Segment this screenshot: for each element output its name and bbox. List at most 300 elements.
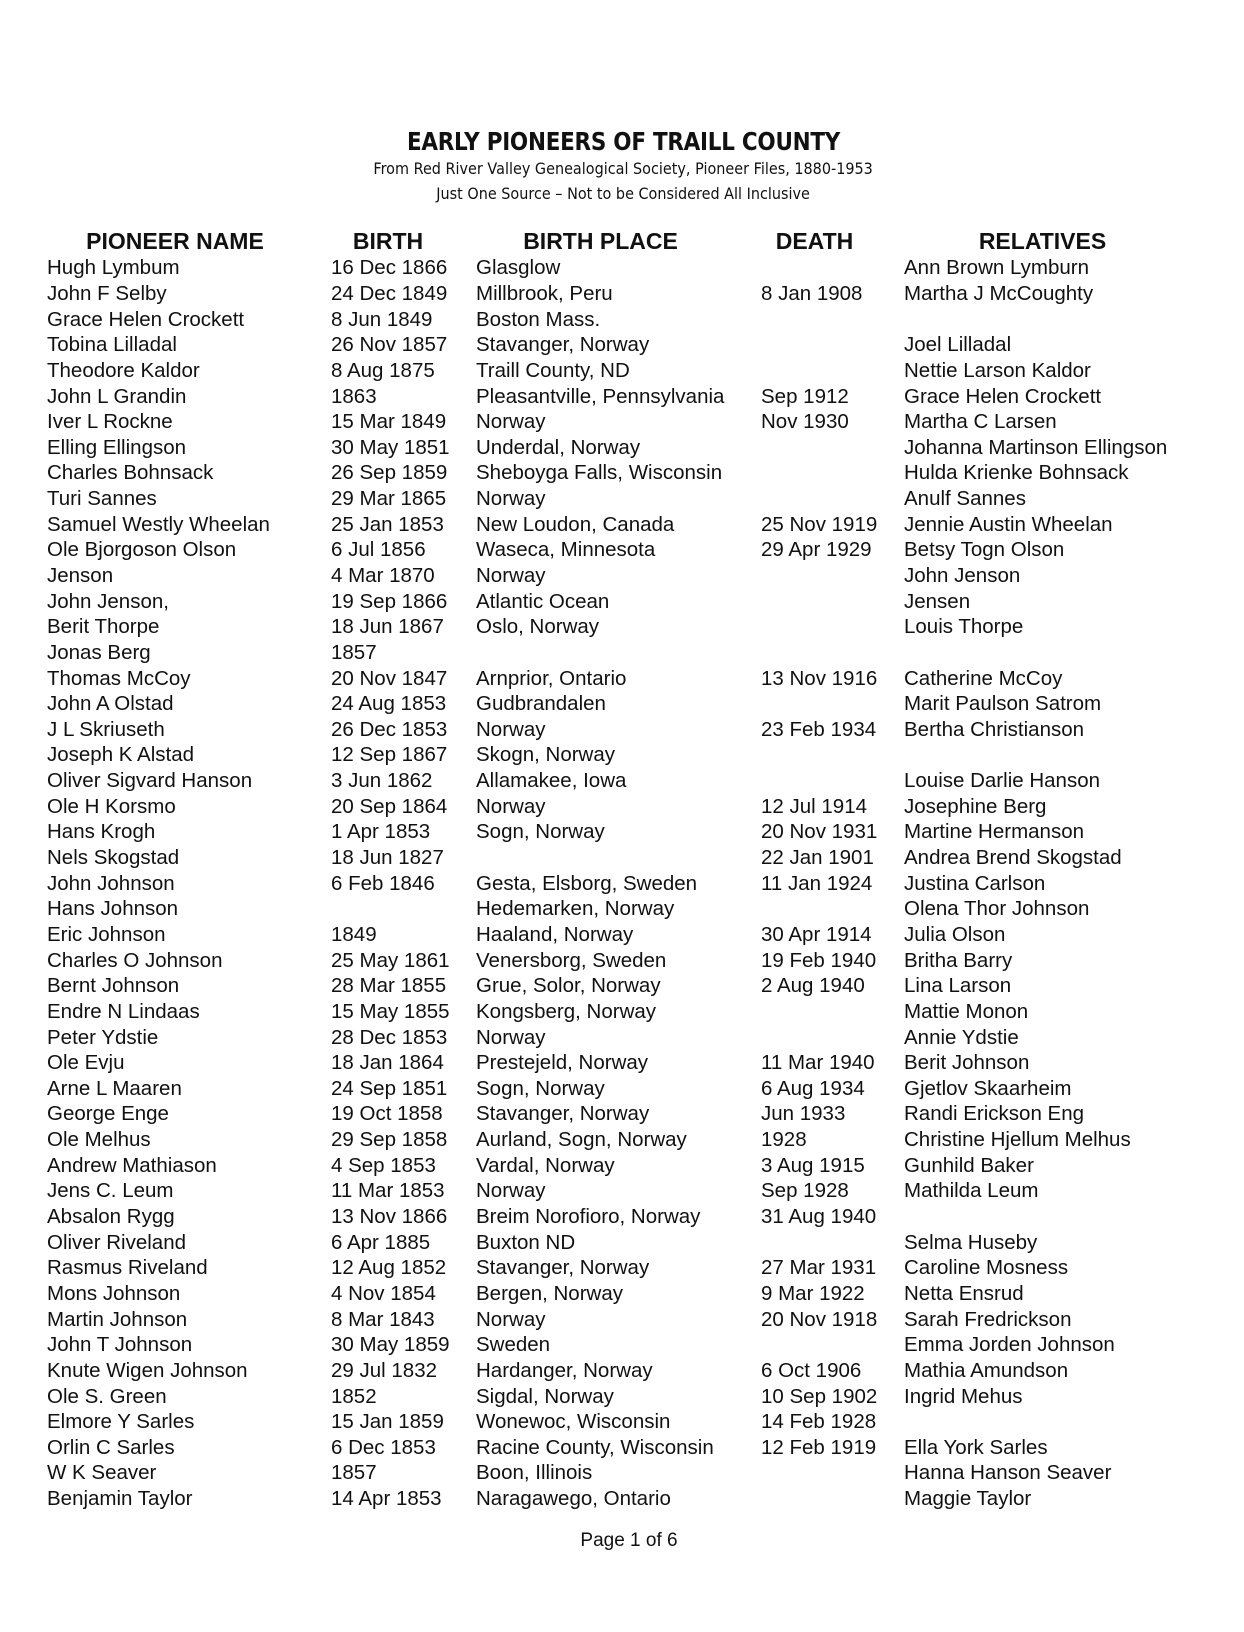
table-row: [44, 1152, 1244, 1178]
table-row: [44, 1409, 1244, 1435]
column-header-death: DEATH: [775, 228, 854, 254]
cell-relatives: Louise Darlie Hanson: [904, 769, 1101, 793]
cell-death: 31 Aug 1940: [761, 1205, 877, 1229]
cell-relatives: Josephine Berg: [904, 794, 1047, 818]
header-row: [44, 224, 1244, 255]
cell-relatives: Emma Jorden Johnson: [904, 1333, 1115, 1357]
table-row: [44, 1486, 1244, 1512]
cell-birth-place: Haaland, Norway: [476, 922, 634, 946]
table-row: [44, 434, 1244, 460]
table-row: [44, 870, 1244, 896]
cell-birth-place: Skogn, Norway: [476, 743, 616, 767]
table-row: [44, 1332, 1244, 1358]
table-row: [44, 1229, 1244, 1255]
cell-birth: 29 Sep 1858: [331, 1128, 448, 1152]
cell-birth-place: Oslo, Norway: [476, 615, 600, 639]
cell-death: 11 Jan 1924: [761, 871, 873, 895]
cell-pioneer-name: Samuel Westly Wheelan: [47, 512, 270, 536]
cell-relatives: Mathilda Leum: [904, 1179, 1039, 1203]
cell-relatives: [901, 742, 1244, 768]
table-row: [44, 1076, 1244, 1102]
cell-birth: 1863: [331, 384, 377, 408]
cell-birth: 25 Jan 1853: [331, 512, 444, 536]
cell-pioneer-name: Elling Ellingson: [47, 435, 187, 459]
cell-relatives: Julia Olson: [904, 922, 1006, 946]
cell-relatives: Britha Barry: [904, 948, 1013, 972]
cell-pioneer-name: Jenson: [47, 564, 114, 587]
cell-relatives: Marit Paulson Satrom: [904, 692, 1102, 716]
table-row: [44, 819, 1244, 845]
cell-birth: 11 Mar 1853: [331, 1179, 445, 1203]
cell-death: 27 Mar 1931: [761, 1256, 877, 1280]
cell-relatives: Martine Hermanson: [904, 820, 1085, 844]
cell-pioneer-name: John F Selby: [47, 281, 167, 305]
cell-birth: 26 Nov 1857: [331, 333, 448, 357]
page-title: EARLY PIONEERS OF TRAILL COUNTY: [406, 127, 841, 156]
table-row: [44, 1178, 1244, 1204]
cell-birth: 1852: [331, 1384, 377, 1408]
cell-pioneer-name: Knute Wigen Johnson: [47, 1358, 248, 1382]
cell-pioneer-name: Ole Bjorgoson Olson: [47, 538, 237, 562]
cell-death: 6 Oct 1906: [761, 1358, 862, 1382]
cell-birth-place: Boston Mass.: [476, 307, 601, 331]
cell-birth: 20 Sep 1864: [331, 794, 448, 818]
table-row: [44, 588, 1244, 614]
cell-death: [758, 358, 901, 384]
cell-death: 8 Jan 1908: [761, 281, 863, 305]
cell-death: [758, 434, 901, 460]
cell-birth-place: Millbrook, Peru: [476, 281, 613, 305]
cell-death: 1928: [761, 1128, 807, 1152]
cell-birth-place: Sweden: [476, 1333, 551, 1357]
cell-birth-place: Prestejeld, Norway: [476, 1051, 649, 1075]
cell-relatives: Jensen: [904, 589, 971, 613]
cell-birth: 4 Nov 1854: [331, 1281, 436, 1305]
cell-birth-place: Sheboyga Falls, Wisconsin: [476, 461, 723, 485]
cell-birth: 18 Jun 1867: [331, 615, 444, 639]
cell-relatives: [901, 1204, 1244, 1230]
cell-birth: 24 Sep 1851: [331, 1076, 448, 1100]
cell-pioneer-name: Charles Bohnsack: [47, 461, 214, 485]
cell-relatives: Nettie Larson Kaldor: [904, 358, 1091, 382]
cell-birth: 16 Dec 1866: [331, 256, 448, 280]
cell-pioneer-name: Peter Ydstie: [47, 1025, 159, 1049]
pioneer-table-body: [44, 255, 1244, 1511]
cell-relatives: Bertha Christianson: [904, 717, 1085, 741]
cell-pioneer-name: Hugh Lymbum: [47, 256, 180, 280]
cell-birth: 8 Jun 1849: [331, 307, 433, 331]
cell-relatives: Andrea Brend Skogstad: [904, 846, 1122, 870]
cell-birth-place: Sogn, Norway: [476, 820, 605, 844]
cell-birth: 3 Jun 1862: [331, 769, 433, 793]
cell-birth: [328, 896, 473, 922]
cell-death: [758, 768, 901, 794]
table-row: [44, 1127, 1244, 1153]
cell-birth-place: Hardanger, Norway: [476, 1358, 653, 1382]
column-header-birth: BIRTH: [352, 228, 424, 254]
table-row: [44, 973, 1244, 999]
cell-pioneer-name: Oliver Riveland: [47, 1230, 186, 1254]
cell-death: 22 Jan 1901: [761, 846, 874, 870]
table-row: [44, 1383, 1244, 1409]
cell-birth: 29 Mar 1865: [331, 487, 447, 511]
cell-pioneer-name: Berit Thorpe: [47, 615, 160, 639]
cell-birth-place: Wonewoc, Wisconsin: [476, 1410, 671, 1434]
cell-birth-place: Norway: [476, 410, 546, 434]
cell-birth: 25 May 1861: [331, 948, 450, 972]
cell-birth: 20 Nov 1847: [331, 666, 448, 690]
cell-birth-place: Naragawego, Ontario: [476, 1487, 671, 1511]
cell-pioneer-name: Turi Sannes: [47, 487, 157, 511]
cell-relatives: Louis Thorpe: [904, 615, 1024, 639]
cell-death: [758, 563, 901, 589]
cell-birth-place: Stavanger, Norway: [476, 333, 650, 357]
cell-death: Jun 1933: [761, 1102, 846, 1126]
cell-birth: 13 Nov 1866: [331, 1205, 448, 1229]
cell-relatives: Lina Larson: [904, 974, 1012, 998]
cell-relatives: Netta Ensrud: [904, 1281, 1024, 1305]
cell-pioneer-name: Joseph K Alstad: [47, 743, 195, 767]
cell-birth-place: Gudbrandalen: [476, 692, 606, 716]
page-number: Page 1 of 6: [580, 1530, 678, 1551]
cell-birth: 24 Aug 1853: [331, 692, 447, 716]
cell-birth-place: Hedemarken, Norway: [476, 897, 675, 921]
cell-relatives: Caroline Mosness: [904, 1256, 1069, 1280]
table-row: [44, 845, 1244, 871]
cell-birth: 6 Jul 1856: [331, 538, 426, 562]
cell-birth-place: Norway: [476, 564, 546, 587]
column-header-relatives: RELATIVES: [978, 228, 1107, 254]
cell-relatives: [901, 640, 1244, 666]
cell-birth: 6 Feb 1846: [331, 871, 435, 895]
cell-pioneer-name: J L Skriuseth: [47, 717, 165, 741]
cell-death: [758, 742, 901, 768]
cell-death: [758, 1460, 901, 1486]
cell-birth: 4 Mar 1870: [331, 564, 435, 587]
cell-relatives: Grace Helen Crockett: [904, 384, 1102, 408]
cell-birth: 18 Jan 1864: [331, 1051, 444, 1075]
cell-birth: 19 Sep 1866: [331, 589, 448, 613]
cell-death: [758, 332, 901, 358]
cell-birth-place: Traill County, ND: [476, 358, 630, 382]
cell-relatives: Olena Thor Johnson: [904, 897, 1090, 921]
cell-pioneer-name: Arne L Maaren: [47, 1076, 182, 1100]
table-row: [44, 922, 1244, 948]
cell-pioneer-name: John T Johnson: [47, 1333, 193, 1357]
cell-birth-place: Vardal, Norway: [476, 1153, 615, 1177]
table-row: [44, 717, 1244, 743]
cell-birth: 29 Jul 1832: [331, 1358, 438, 1382]
cell-birth-place: Bergen, Norway: [476, 1281, 623, 1305]
cell-death: Sep 1912: [761, 384, 849, 408]
cell-death: [758, 306, 901, 332]
cell-relatives: Catherine McCoy: [904, 666, 1063, 690]
cell-pioneer-name: W K Seaver: [47, 1461, 157, 1485]
page-note: Just One Source – Not to be Considered All Inclusive: [436, 184, 810, 203]
cell-birth: 1849: [331, 922, 377, 946]
table-row: [44, 1050, 1244, 1076]
cell-death: 10 Sep 1902: [761, 1384, 878, 1408]
cell-birth-place: Pleasantville, Pennsylvania: [476, 384, 725, 408]
cell-relatives: Joel Lilladal: [904, 333, 1012, 357]
cell-birth: 4 Sep 1853: [331, 1153, 436, 1177]
cell-pioneer-name: Oliver Sigvard Hanson: [47, 769, 253, 793]
table-row: [44, 460, 1244, 486]
cell-death: 11 Mar 1940: [761, 1051, 875, 1075]
table-row: [44, 999, 1244, 1025]
cell-birth: 30 May 1859: [331, 1333, 450, 1357]
table-row: [44, 306, 1244, 332]
cell-relatives: Gunhild Baker: [904, 1153, 1034, 1177]
cell-relatives: Anulf Sannes: [904, 487, 1026, 511]
cell-death: 12 Feb 1919: [761, 1435, 877, 1459]
cell-relatives: John Jenson: [904, 564, 1021, 587]
table-row: [44, 614, 1244, 640]
cell-birth-place: Norway: [476, 1025, 546, 1049]
table-row: [44, 332, 1244, 358]
table-row: [44, 665, 1244, 691]
cell-death: [758, 460, 901, 486]
table-row: [44, 537, 1244, 563]
cell-death: 29 Apr 1929: [761, 538, 872, 562]
cell-death: [758, 588, 901, 614]
cell-birth-place: Buxton ND: [476, 1230, 576, 1254]
cell-pioneer-name: Andrew Mathiason: [47, 1153, 217, 1177]
cell-birth-place: Grue, Solor, Norway: [476, 974, 661, 998]
cell-pioneer-name: Tobina Lilladal: [47, 333, 177, 357]
cell-relatives: Jennie Austin Wheelan: [904, 512, 1113, 536]
cell-birth: 26 Dec 1853: [331, 717, 448, 741]
cell-pioneer-name: Hans Krogh: [47, 820, 156, 844]
table-row: [44, 1434, 1244, 1460]
cell-birth: 26 Sep 1859: [331, 461, 448, 485]
cell-death: 13 Nov 1916: [761, 666, 878, 690]
cell-birth-place: Waseca, Minnesota: [476, 538, 656, 562]
cell-birth-place: Aurland, Sogn, Norway: [476, 1128, 687, 1152]
cell-death: Sep 1928: [761, 1179, 849, 1203]
table-row: [44, 1255, 1244, 1281]
cell-pioneer-name: Mons Johnson: [47, 1281, 181, 1305]
table-row: [44, 1460, 1244, 1486]
cell-death: 12 Jul 1914: [761, 794, 868, 818]
cell-relatives: Hanna Hanson Seaver: [904, 1461, 1112, 1485]
cell-pioneer-name: Bernt Johnson: [47, 974, 180, 998]
cell-birth-place: Racine County, Wisconsin: [476, 1435, 714, 1459]
cell-birth-place: Norway: [476, 487, 546, 511]
cell-birth-place: Stavanger, Norway: [476, 1256, 650, 1280]
cell-pioneer-name: Theodore Kaldor: [47, 358, 200, 382]
cell-birth: 18 Jun 1827: [331, 846, 444, 870]
table-row: [44, 1101, 1244, 1127]
cell-pioneer-name: Iver L Rockne: [47, 410, 173, 434]
cell-pioneer-name: Martin Johnson: [47, 1307, 188, 1331]
pioneer-table: [44, 224, 1244, 1511]
table-row: [44, 1358, 1244, 1384]
cell-relatives: Justina Carlson: [904, 871, 1046, 895]
cell-birth-place: Arnprior, Ontario: [476, 666, 627, 690]
cell-pioneer-name: Grace Helen Crockett: [47, 307, 245, 331]
table-row: [44, 281, 1244, 307]
cell-birth: 30 May 1851: [331, 435, 450, 459]
cell-relatives: Selma Huseby: [904, 1230, 1038, 1254]
cell-death: 25 Nov 1919: [761, 512, 878, 536]
table-row: [44, 255, 1244, 281]
cell-birth-place: Norway: [476, 794, 546, 818]
cell-relatives: Gjetlov Skaarheim: [904, 1076, 1072, 1100]
cell-pioneer-name: Ole S. Green: [47, 1384, 167, 1408]
cell-relatives: Johanna Martinson Ellingson: [904, 435, 1168, 459]
column-header-birth-place: BIRTH PLACE: [523, 228, 678, 254]
cell-birth-place: Sogn, Norway: [476, 1076, 605, 1100]
table-row: [44, 768, 1244, 794]
cell-death: 3 Aug 1915: [761, 1153, 865, 1177]
cell-death: 6 Aug 1934: [761, 1076, 865, 1100]
cell-pioneer-name: Charles O Johnson: [47, 948, 223, 972]
cell-death: [758, 1024, 901, 1050]
cell-death: 30 Apr 1914: [761, 922, 872, 946]
cell-pioneer-name: Ole H Korsmo: [47, 794, 176, 818]
cell-birth: 28 Mar 1855: [331, 974, 447, 998]
cell-birth-place: Boon, Illinois: [476, 1461, 593, 1485]
cell-death: Nov 1930: [761, 410, 849, 434]
cell-pioneer-name: John Jenson,: [47, 589, 169, 613]
cell-birth-place: Venersborg, Sweden: [476, 948, 667, 972]
cell-death: 14 Feb 1928: [761, 1410, 877, 1434]
table-row: [44, 793, 1244, 819]
table-row: [44, 1024, 1244, 1050]
cell-relatives: Martha J McCoughty: [904, 281, 1094, 305]
cell-birth: 12 Sep 1867: [331, 743, 448, 767]
cell-birth: 1 Apr 1853: [331, 820, 431, 844]
cell-birth-place: Norway: [476, 1179, 546, 1203]
cell-death: [758, 640, 901, 666]
cell-birth: 19 Oct 1858: [331, 1102, 443, 1126]
column-header-pioneer-name: PIONEER NAME: [86, 228, 264, 254]
cell-pioneer-name: George Enge: [47, 1102, 169, 1126]
table-row: [44, 742, 1244, 768]
cell-relatives: Mattie Monon: [904, 999, 1029, 1023]
cell-relatives: Maggie Taylor: [904, 1487, 1032, 1511]
cell-pioneer-name: Ole Evju: [47, 1051, 125, 1075]
cell-pioneer-name: John A Olstad: [47, 692, 174, 716]
cell-death: 20 Nov 1918: [761, 1307, 878, 1331]
cell-birth-place: New Loudon, Canada: [476, 512, 675, 536]
cell-relatives: Ella York Sarles: [904, 1435, 1048, 1459]
table-row: [44, 511, 1244, 537]
cell-pioneer-name: Hans Johnson: [47, 897, 179, 921]
cell-death: [758, 486, 901, 512]
cell-death: [758, 691, 901, 717]
cell-pioneer-name: Elmore Y Sarles: [47, 1410, 195, 1434]
cell-relatives: Sarah Fredrickson: [904, 1307, 1072, 1331]
cell-birth: 15 Jan 1859: [331, 1410, 444, 1434]
cell-birth: 1857: [331, 1461, 377, 1485]
cell-birth-place: Stavanger, Norway: [476, 1102, 650, 1126]
cell-pioneer-name: Nels Skogstad: [47, 846, 180, 870]
cell-pioneer-name: Benjamin Taylor: [47, 1487, 193, 1511]
cell-relatives: [901, 306, 1244, 332]
cell-birth: 14 Apr 1853: [331, 1487, 442, 1511]
table-row: [44, 383, 1244, 409]
cell-birth-place: [473, 640, 758, 666]
cell-birth-place: Breim Norofioro, Norway: [476, 1205, 701, 1229]
cell-birth: 15 Mar 1849: [331, 410, 447, 434]
cell-birth-place: Gesta, Elsborg, Sweden: [476, 871, 698, 895]
cell-pioneer-name: Endre N Lindaas: [47, 999, 200, 1023]
cell-relatives: Annie Ydstie: [904, 1025, 1019, 1049]
table-row: [44, 563, 1244, 589]
cell-birth-place: Sigdal, Norway: [476, 1384, 614, 1408]
cell-birth-place: Kongsberg, Norway: [476, 999, 657, 1023]
cell-pioneer-name: John L Grandin: [47, 384, 187, 408]
cell-birth-place: Underdal, Norway: [476, 435, 641, 459]
cell-pioneer-name: Jens C. Leum: [47, 1179, 174, 1203]
cell-relatives: Ann Brown Lymburn: [904, 256, 1089, 280]
cell-death: [758, 1486, 901, 1512]
table-row: [44, 640, 1244, 666]
cell-birth: 1857: [331, 640, 377, 664]
cell-birth: 8 Mar 1843: [331, 1307, 435, 1331]
cell-birth-place: Atlantic Ocean: [476, 589, 610, 613]
page-subtitle: From Red River Valley Genealogical Society, Pioneer Files, 1880-1953: [373, 159, 873, 178]
table-row: [44, 409, 1244, 435]
cell-birth-place: Norway: [476, 1307, 546, 1331]
cell-death: [758, 1332, 901, 1358]
cell-birth: 8 Aug 1875: [331, 358, 435, 382]
cell-relatives: [901, 1409, 1244, 1435]
cell-death: 19 Feb 1940: [761, 948, 877, 972]
cell-birth: 6 Dec 1853: [331, 1435, 436, 1459]
cell-relatives: Randi Erickson Eng: [904, 1102, 1085, 1126]
table-row: [44, 947, 1244, 973]
cell-relatives: Martha C Larsen: [904, 410, 1057, 434]
table-row: [44, 486, 1244, 512]
cell-relatives: Betsy Togn Olson: [904, 538, 1065, 562]
cell-birth: 12 Aug 1852: [331, 1256, 447, 1280]
table-row: [44, 1281, 1244, 1307]
cell-pioneer-name: Absalon Rygg: [47, 1205, 175, 1229]
cell-pioneer-name: Rasmus Riveland: [47, 1256, 208, 1280]
table-row: [44, 358, 1244, 384]
cell-pioneer-name: Jonas Berg: [47, 640, 151, 664]
cell-relatives: Ingrid Mehus: [904, 1384, 1023, 1408]
table-row: [44, 691, 1244, 717]
cell-death: [758, 1229, 901, 1255]
cell-death: [758, 999, 901, 1025]
cell-death: [758, 896, 901, 922]
cell-pioneer-name: Thomas McCoy: [47, 666, 191, 690]
cell-birth-place: Allamakee, Iowa: [476, 769, 627, 793]
cell-birth: 6 Apr 1885: [331, 1230, 431, 1254]
table-row: [44, 896, 1244, 922]
cell-relatives: Berit Johnson: [904, 1051, 1030, 1075]
cell-birth-place: Norway: [476, 717, 546, 741]
pioneer-table-header: [44, 224, 1244, 255]
cell-birth-place: [473, 845, 758, 871]
cell-birth: 28 Dec 1853: [331, 1025, 448, 1049]
cell-death: [758, 255, 901, 281]
cell-relatives: Christine Hjellum Melhus: [904, 1128, 1131, 1152]
cell-death: 2 Aug 1940: [761, 974, 865, 998]
cell-pioneer-name: Orlin C Sarles: [47, 1435, 175, 1459]
cell-pioneer-name: Ole Melhus: [47, 1128, 151, 1152]
table-row: [44, 1204, 1244, 1230]
cell-death: 9 Mar 1922: [761, 1281, 865, 1305]
cell-relatives: Hulda Krienke Bohnsack: [904, 461, 1129, 485]
cell-pioneer-name: Eric Johnson: [47, 922, 166, 946]
cell-death: [758, 614, 901, 640]
cell-pioneer-name: John Johnson: [47, 871, 175, 895]
